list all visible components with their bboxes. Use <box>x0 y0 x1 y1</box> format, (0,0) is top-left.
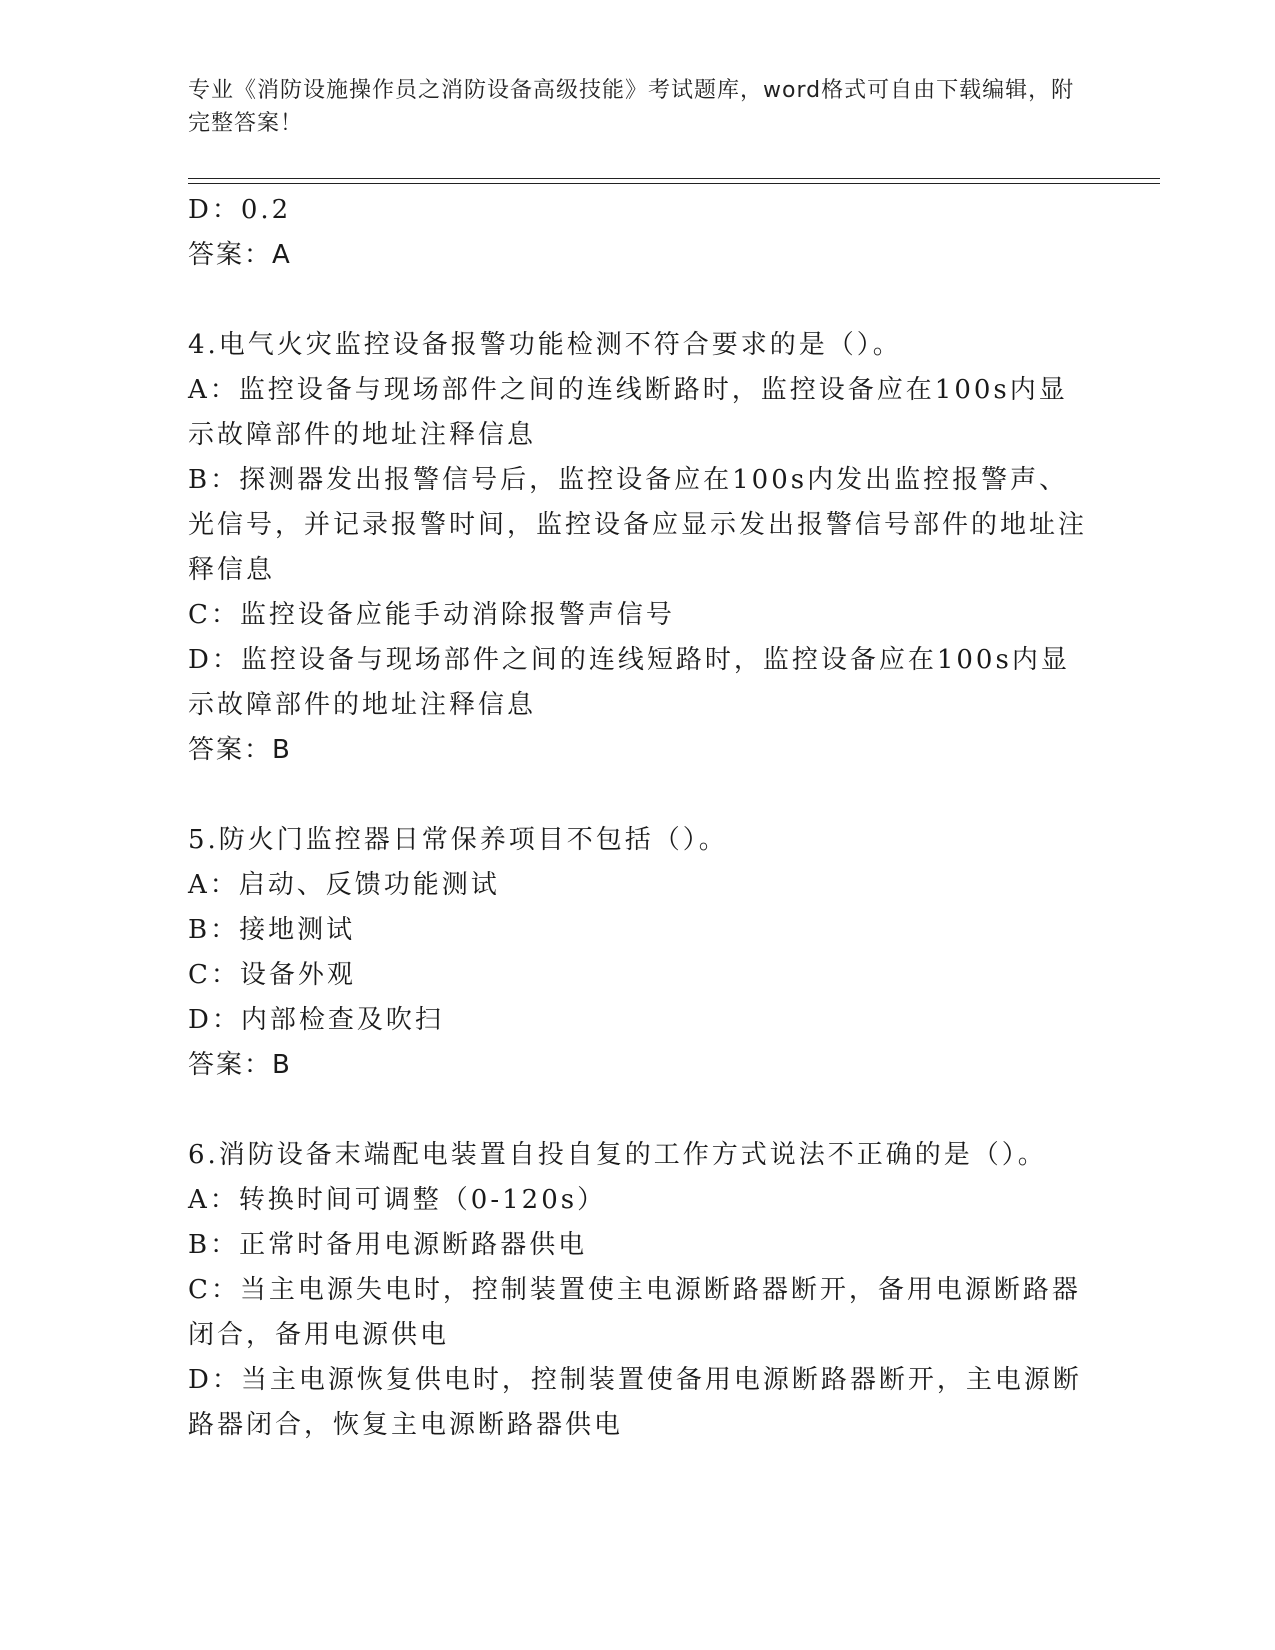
option-c: C：监控设备应能手动消除报警声信号 <box>188 600 675 630</box>
option-c: C：当主电源失电时，控制装置使主电源断路器断开，备用电源断路器闭合，备用电源供电 <box>188 1275 1081 1350</box>
page-header: 专业《消防设施操作员之消防设备高级技能》考试题库，word格式可自由下载编辑，附完整答案！ <box>188 78 1075 136</box>
option-b: B：接地测试 <box>188 915 356 945</box>
option-d: D：0.2 <box>188 195 292 225</box>
option-c: C：设备外观 <box>188 960 356 990</box>
answer: 答案：B <box>188 1050 292 1080</box>
previous-question-tail <box>188 188 1088 278</box>
question-stem: 4.电气火灾监控设备报警功能检测不符合要求的是（）。 <box>188 330 902 360</box>
answer: 答案：A <box>188 240 292 270</box>
question-stem: 6.消防设备末端配电装置自投自复的工作方式说法不正确的是（）。 <box>188 1140 1047 1170</box>
option-d: D：监控设备与现场部件之间的连线短路时，监控设备应在100s内显示故障部件的地址注释信息 <box>188 645 1070 720</box>
question-4 <box>188 323 1088 773</box>
header-divider-top <box>188 178 1160 179</box>
answer: 答案：B <box>188 735 292 765</box>
option-a: A：监控设备与现场部件之间的连线断路时，监控设备应在100s内显示故障部件的地址注释信息 <box>188 375 1068 450</box>
option-d: D：当主电源恢复供电时，控制装置使备用电源断路器断开，主电源断路器闭合，恢复主电源断路器供电 <box>188 1365 1082 1440</box>
question-stem: 5.防火门监控器日常保养项目不包括（）。 <box>188 825 728 855</box>
header-divider-bottom <box>188 183 1160 184</box>
option-a: A：转换时间可调整（0-120s） <box>188 1185 607 1215</box>
option-b: B：正常时备用电源断路器供电 <box>188 1230 588 1260</box>
document-body <box>188 188 1088 1448</box>
option-d: D：内部检查及吹扫 <box>188 1005 444 1035</box>
question-5 <box>188 818 1088 1088</box>
option-a: A：启动、反馈功能测试 <box>188 870 500 900</box>
option-b: B：探测器发出报警信号后，监控设备应在100s内发出监控报警声、光信号，并记录报警时间，监控设备应显示发出报警信号部件的地址注释信息 <box>188 465 1088 585</box>
question-6 <box>188 1133 1088 1448</box>
